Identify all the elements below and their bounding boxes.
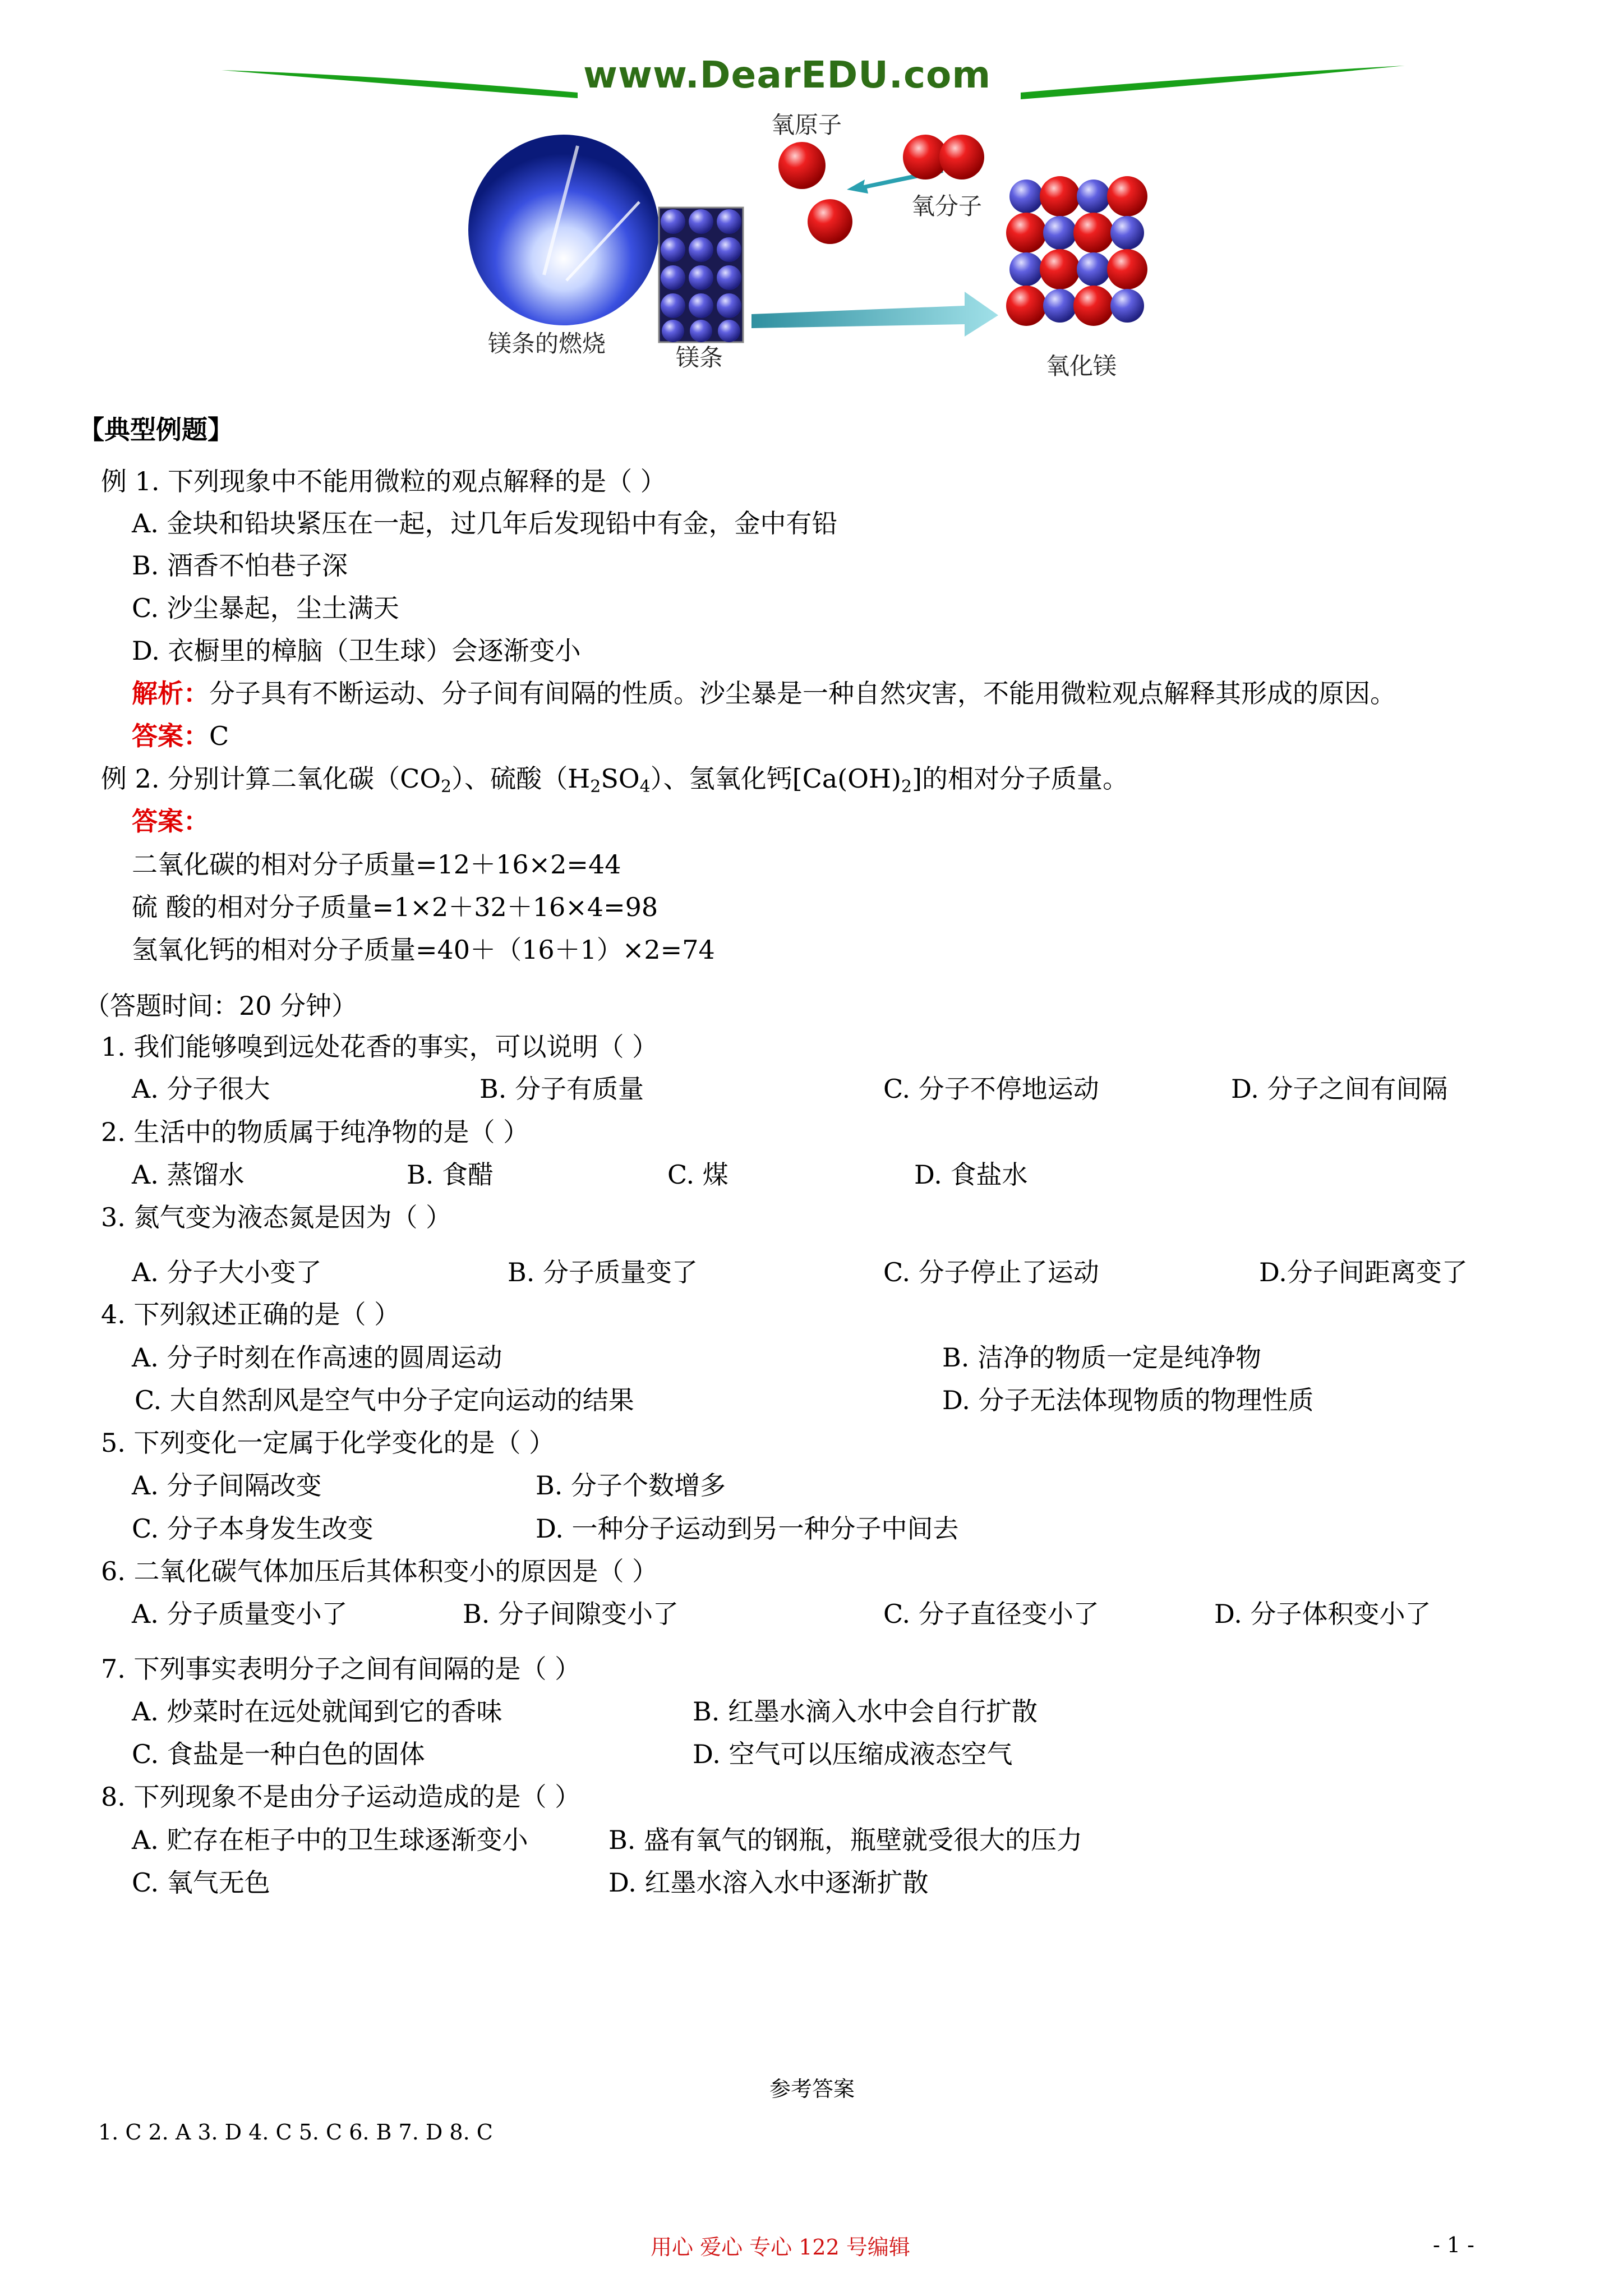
- question-2-option-d: D. 食盐水: [914, 1159, 1028, 1190]
- question-4-option-a: A. 分子时刻在作高速的圆周运动: [132, 1342, 502, 1373]
- caption-ribbon: 镁条: [676, 344, 723, 371]
- question-8-option-c: C. 氧气无色: [132, 1867, 270, 1898]
- exercise-time-note: （答题时间：20 分钟）: [84, 991, 358, 1021]
- question-2-option-a: A. 蒸馏水: [132, 1159, 245, 1190]
- question-7-option-a: A. 炒菜时在远处就闻到它的香味: [132, 1696, 502, 1727]
- question-5-option-b: B. 分子个数增多: [536, 1470, 726, 1501]
- answer-label: 答案：: [132, 721, 209, 751]
- caption-oxygen-atom: 氧原子: [771, 111, 842, 139]
- question-2-option-b: B. 食醋: [407, 1159, 494, 1190]
- question-8-option-d: D. 红墨水溶入水中逐渐扩散: [608, 1867, 929, 1898]
- question-6-stem: 6. 二氧化碳气体加压后其体积变小的原因是（ ）: [101, 1556, 658, 1586]
- example2-answer-label: 答案：: [132, 806, 209, 836]
- question-3-option-c: C. 分子停止了运动: [883, 1257, 1099, 1287]
- example2-question: 例 2. 分别计算二氧化碳$(CO_2)$、硫酸$(H_2SO_4)$、氢氧化钙$[Ca(OH)_2]$的相对分子质量。: [101, 763, 1129, 797]
- question-2-option-c: C. 煤: [667, 1159, 728, 1190]
- question-8-option-b: B. 盛有氧气的钢瓶，瓶壁就受很大的压力: [608, 1825, 1083, 1855]
- question-6-option-b: B. 分子间隙变小了: [463, 1599, 679, 1629]
- question-3-option-b: B. 分子质量变了: [508, 1257, 698, 1287]
- question-6-option-c: C. 分子直径变小了: [883, 1599, 1099, 1629]
- analysis-label: 解析：: [132, 678, 209, 708]
- question-3-option-d: D.分子间距离变了: [1259, 1257, 1468, 1287]
- page-number: - 1 -: [1433, 2233, 1475, 2257]
- section-title: 【典型例题】: [79, 415, 233, 445]
- question-7-option-d: D. 空气可以压缩成液态空气: [693, 1739, 1013, 1769]
- analysis-text: 分子具有不断运动、分子间有间隔的性质。沙尘暴是一种自然灾害，不能用微粒观点解释其形成的原因。: [209, 678, 1396, 708]
- example1-option-b: B. 酒香不怕巷子深: [132, 550, 348, 581]
- question-2-stem: 2. 生活中的物质属于纯净物的是（ ）: [101, 1117, 529, 1147]
- question-3-option-a: A. 分子大小变了: [132, 1257, 322, 1287]
- question-5-option-a: A. 分子间隔改变: [132, 1470, 322, 1501]
- caption-oxygen-molecule: 氧分子: [911, 192, 983, 220]
- question-4-option-c: C. 大自然刮风是空气中分子定向运动的结果: [135, 1385, 634, 1415]
- example1-answer: [132, 720, 229, 752]
- question-5-option-c: C. 分子本身发生改变: [132, 1513, 374, 1544]
- question-4-stem: 4. 下列叙述正确的是（ ）: [101, 1299, 400, 1329]
- question-4-option-d: D. 分子无法体现物质的物理性质: [942, 1385, 1314, 1415]
- question-3-stem: 3. 氮气变为液态氮是因为（ ）: [101, 1202, 452, 1232]
- question-7-option-c: C. 食盐是一种白色的固体: [132, 1739, 425, 1769]
- example1-option-c: C. 沙尘暴起，尘土满天: [132, 593, 399, 623]
- question-8-option-a: A. 贮存在柜子中的卫生球逐渐变小: [132, 1825, 528, 1855]
- question-1-stem: 1. 我们能够嗅到远处花香的事实，可以说明（ ）: [101, 1032, 658, 1062]
- question-6-option-a: A. 分子质量变小了: [132, 1599, 348, 1629]
- example1-option-d: D. 衣橱里的樟脑（卫生球）会逐渐变小: [132, 636, 581, 666]
- question-7-stem: 7. 下列事实表明分子之间有间隔的是（ ）: [101, 1654, 581, 1684]
- example1-option-a: A. 金块和铅块紧压在一起，过几年后发现铅中有金，金中有铅: [132, 508, 838, 539]
- example2-line-3: 氢氧化钙的相对分子质量=40＋（16＋1）×2=74: [132, 935, 715, 965]
- example2-line-2: 硫 酸的相对分子质量=1×2＋32＋16×4=98: [132, 892, 658, 922]
- question-1-option-d: D. 分子之间有间隔: [1231, 1074, 1448, 1104]
- question-5-stem: 5. 下列变化一定属于化学变化的是（ ）: [101, 1428, 555, 1458]
- question-1-option-b: B. 分子有质量: [479, 1074, 644, 1104]
- answer-value: C: [209, 721, 229, 751]
- question-7-option-b: B. 红墨水滴入水中会自行扩散: [693, 1696, 1038, 1727]
- caption-magnesium-oxide: 氧化镁: [1046, 352, 1117, 380]
- reference-title: 参考答案: [769, 2077, 855, 2101]
- question-1-option-a: A. 分子很大: [132, 1074, 270, 1104]
- caption-burning: 镁条的燃烧: [488, 330, 606, 357]
- question-8-stem: 8. 下列现象不是由分子运动造成的是（ ）: [101, 1782, 581, 1812]
- figure: [460, 112, 1189, 381]
- reference-answers: 1. C 2. A 3. D 4. C 5. C 6. B 7. D 8. C: [98, 2120, 493, 2145]
- example1-question: 例 1. 下列现象中不能用微粒的观点解释的是（ ）: [101, 466, 666, 496]
- example2-line-1: 二氧化碳的相对分子质量=12＋16×2=44: [132, 849, 621, 880]
- footer-slogan: 用心 爱心 专心 122 号编辑: [651, 2235, 910, 2260]
- site-logo-text: www.DearEDU.com: [583, 53, 992, 96]
- question-5-option-d: D. 一种分子运动到另一种分子中间去: [536, 1513, 959, 1544]
- question-1-option-c: C. 分子不停地运动: [883, 1074, 1099, 1104]
- question-6-option-d: D. 分子体积变小了: [1214, 1599, 1431, 1629]
- question-4-option-b: B. 洁净的物质一定是纯净物: [942, 1342, 1262, 1373]
- example1-analysis: [132, 678, 1396, 709]
- header-banner: [219, 53, 1408, 115]
